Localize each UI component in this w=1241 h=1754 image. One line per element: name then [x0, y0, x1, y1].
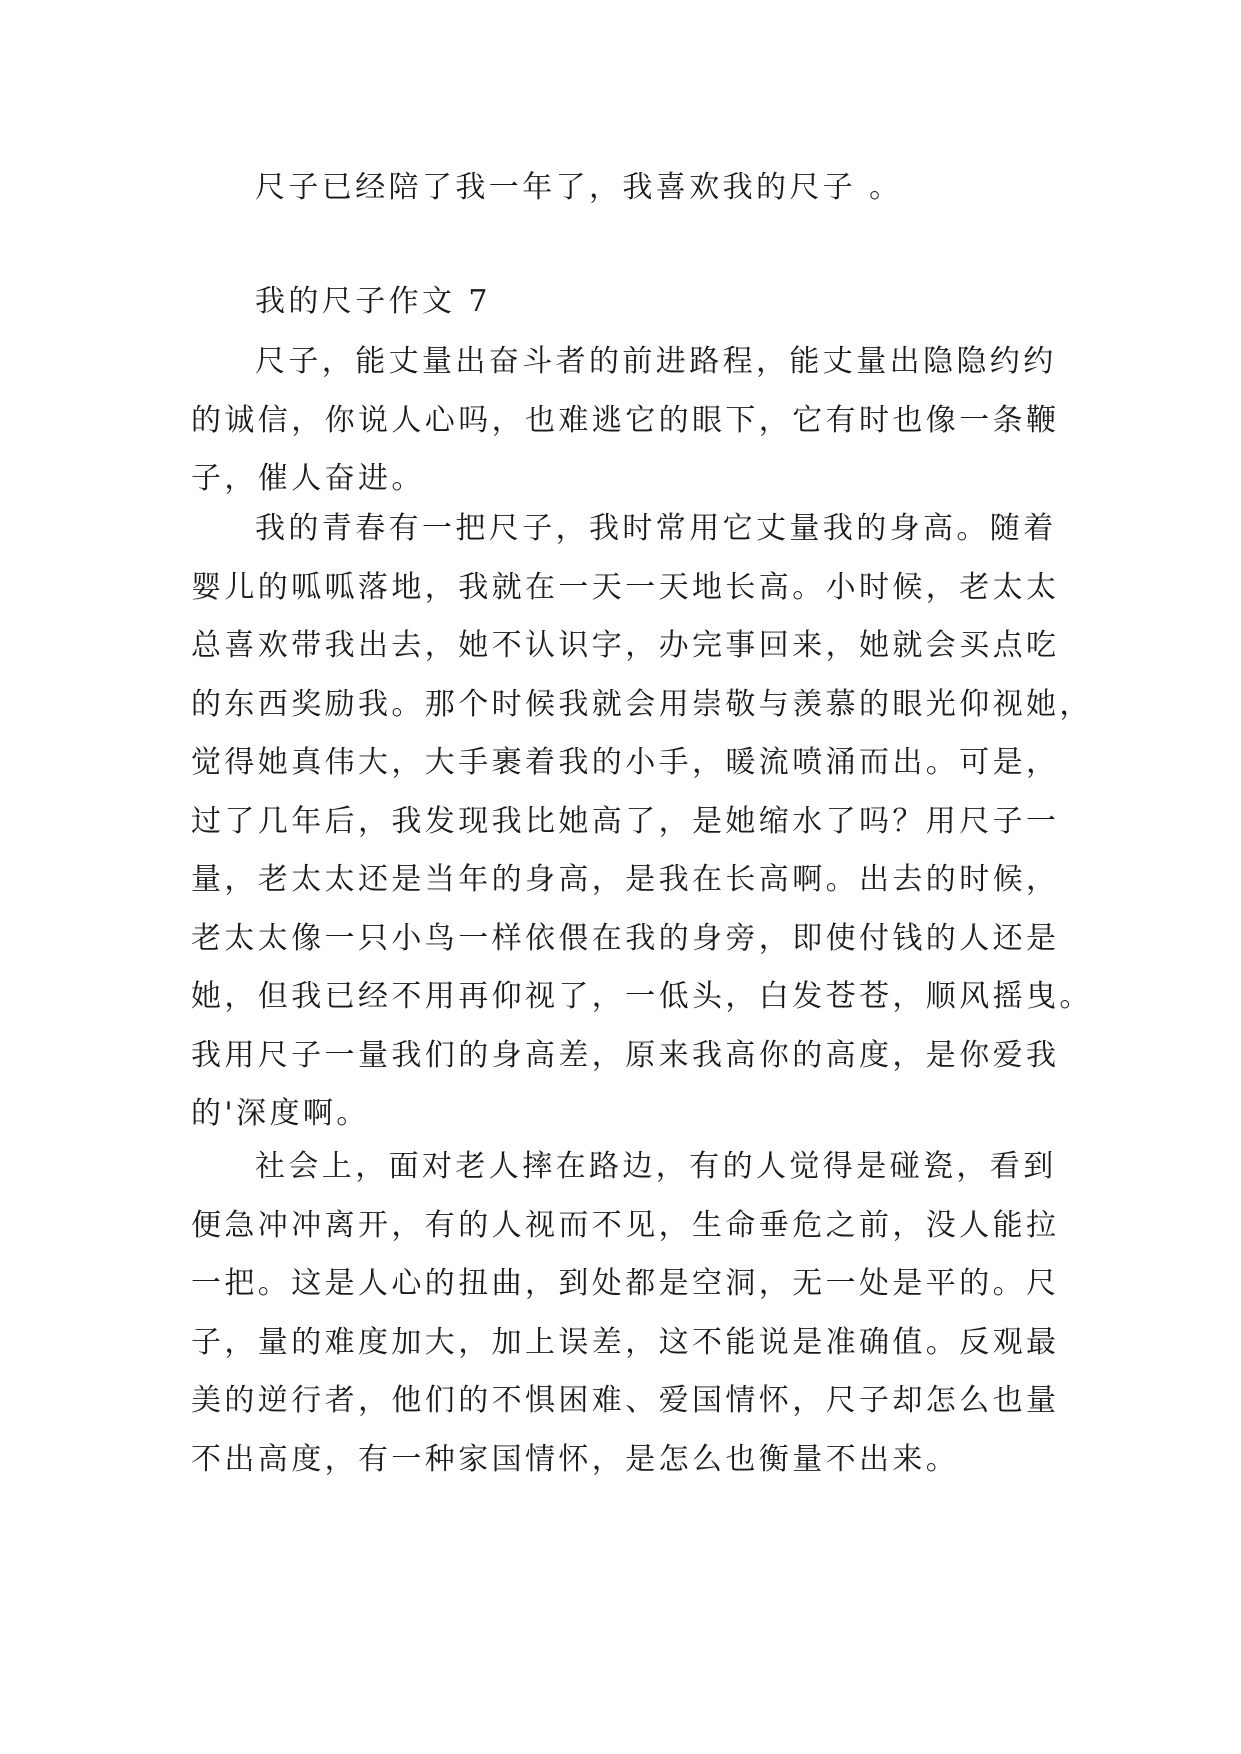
- paragraph-line: 她，但我已经不用再仰视了，一低头，白发苍苍，顺风摇曳。: [191, 979, 1093, 1014]
- paragraph-2: [191, 500, 1093, 1144]
- paragraph-line: 社会上，面对老人摔在路边，有的人觉得是碰瓷，看到: [255, 1149, 1057, 1184]
- essay-title: [191, 273, 1051, 332]
- paragraph-line: 的'深度啊。: [191, 1096, 370, 1131]
- paragraph-line: 我的青春有一把尺子，我时常用它丈量我的身高。随着: [255, 511, 1057, 546]
- intro-sentence: [191, 159, 1051, 218]
- paragraph-line: 尺子，能丈量出奋斗者的前进路程，能丈量出隐隐约约: [255, 344, 1057, 379]
- paragraph-line: 量，老太太还是当年的身高，是我在长高啊。出去的时候，: [191, 862, 1060, 897]
- paragraph-line: 觉得她真伟大，大手裹着我的小手，暖流喷涌而出。可是，: [191, 745, 1060, 780]
- intro-line: 尺子已经陪了我一年了，我喜欢我的尺子 。: [255, 170, 903, 205]
- paragraph-line: 总喜欢带我出去，她不认识字，办完事回来，她就会买点吃: [191, 628, 1060, 663]
- paragraph-line: 婴儿的呱呱落地，我就在一天一天地长高。小时候，老太太: [191, 569, 1060, 605]
- paragraph-line: 便急冲冲离开，有的人视而不见，生命垂危之前，没人能拉: [191, 1207, 1060, 1243]
- paragraph-line: 我用尺子一量我们的身高差，原来我高你的高度，是你爱我: [191, 1037, 1060, 1073]
- paragraph-line: 过了几年后，我发现我比她高了，是她缩水了吗？用尺子一: [191, 803, 1060, 839]
- paragraph-line: 一把。这是人心的扭曲，到处都是空洞，无一处是平的。尺: [191, 1266, 1060, 1301]
- paragraph-1: [191, 333, 1060, 509]
- paragraph-line: 子，催人奋进。: [191, 461, 425, 496]
- paragraph-line: 美的逆行者，他们的不惧困难、爱国情怀，尺子却怎么也量: [191, 1383, 1060, 1418]
- paragraph-line: 子，量的难度加大，加上误差，这不能说是准确值。反观最: [191, 1324, 1060, 1360]
- paragraph-line: 老太太像一只小鸟一样依偎在我的身旁，即使付钱的人还是: [191, 920, 1060, 956]
- paragraph-3: [191, 1138, 1060, 1489]
- paragraph-line: 的东西奖励我。那个时候我就会用崇敬与羡慕的眼光仰视她，: [191, 686, 1093, 722]
- paragraph-line: 的诚信，你说人心吗，也难逃它的眼下，它有时也像一条鞭: [191, 402, 1060, 438]
- paragraph-line: 不出高度，有一种家国情怀，是怎么也衡量不出来。: [191, 1441, 960, 1477]
- essay-title-text: 我的尺子作文 7: [255, 284, 491, 319]
